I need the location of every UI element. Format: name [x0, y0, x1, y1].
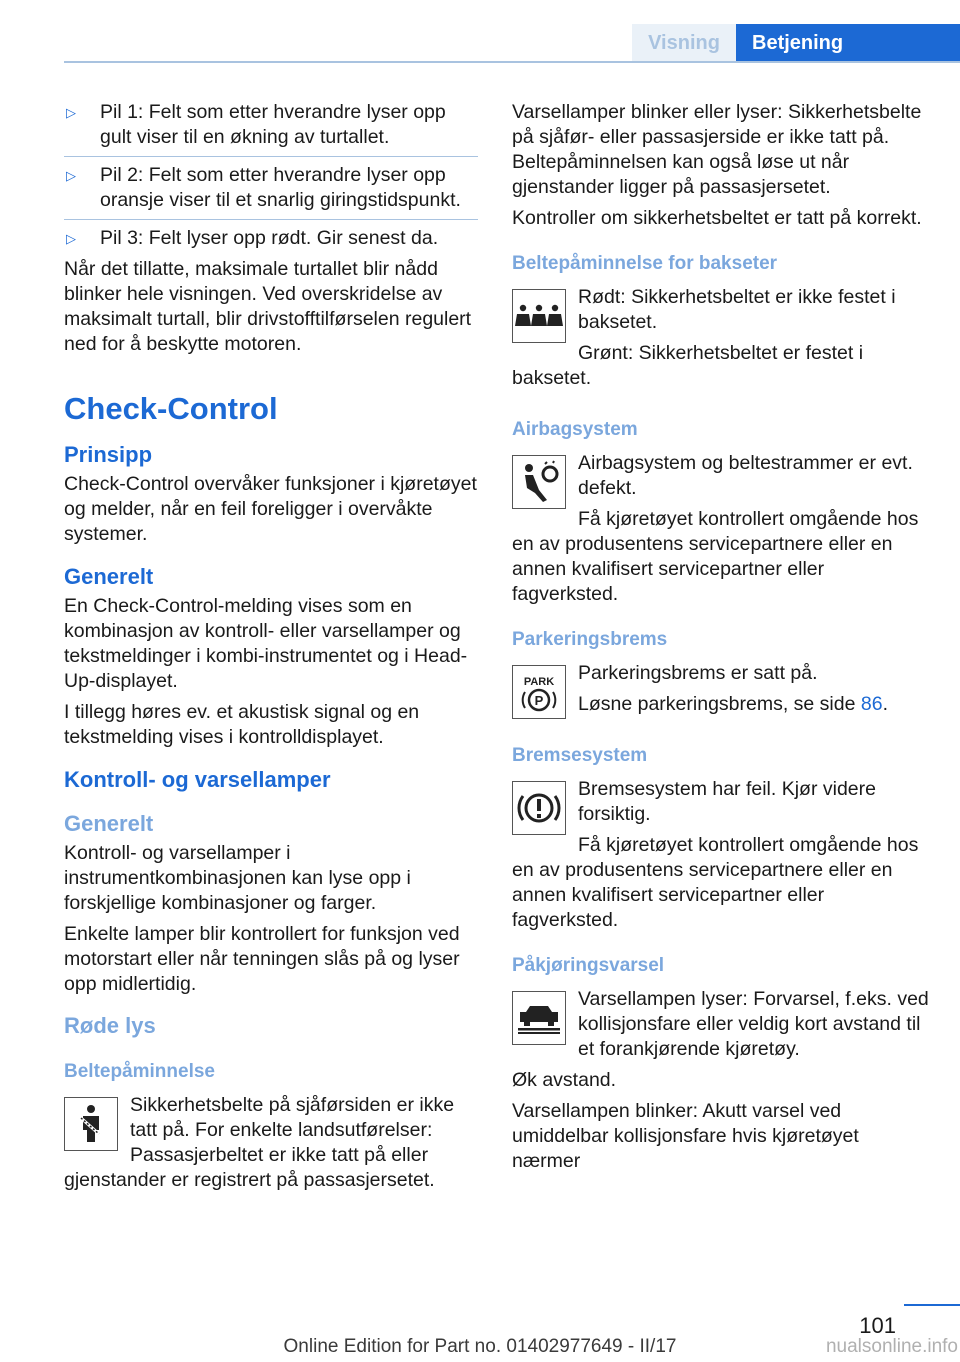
park-2-period: . [882, 693, 888, 715]
paragraph-beltepaminnelse: Sikkerhetsbelte på sjåførsiden er ikke tatt på. For enkelte landsutførelser: Passasjerbeltet er ikke tatt på eller gjenstander er registrert på passasjersetet. [64, 1094, 455, 1191]
bakseter-block [512, 285, 930, 397]
left-column [64, 100, 478, 1199]
list-item [64, 226, 478, 251]
paragraph-airbag-1: Airbagsystem og beltestrammer er evt. defekt. [578, 452, 913, 499]
airbag-block [512, 451, 930, 607]
triangle-bullet-icon: ▷ [66, 168, 76, 183]
heading-generelt: Generelt [64, 564, 154, 589]
page-number: 101 [859, 1313, 896, 1338]
paragraph-bakseter-rodt: Rødt: Sikkerhetsbeltet er ikke festet i baksetet. [578, 286, 896, 333]
park-2-text: Løsne parkeringsbrems, se side [578, 693, 861, 715]
paragraph-generelt-1: En Check-Control-melding vises som en kombinasjon av kontroll- eller varsellamper og tekstmeldinger i kombi-instrumentet og i Head-Up-displayet. [64, 595, 468, 692]
footer-rule [904, 1304, 960, 1306]
bremsesystem-block [512, 777, 930, 933]
parkeringsbrems-block [512, 661, 930, 723]
park-icon-label: PARK [523, 676, 555, 688]
heading-parkeringsbrems: Parkeringsbrems [512, 629, 668, 650]
paragraph-airbag-2: Få kjøretøyet kontrollert omgående hos en av produsentens servicepartnere eller en annen kvalifisert servicepartner eller fagverksted. [512, 508, 919, 605]
chapter-tabs [632, 24, 960, 62]
parking-brake-icon [512, 665, 566, 719]
paragraph-bakseter-gront: Grønt: Sikkerhetsbeltet er festet i baksetet. [512, 342, 864, 389]
paragraph-pakj-3: Varsellampen blinker: Akutt varsel ved umiddelbar kollisjonsfare hvis kjøretøyet nærmer [512, 1100, 859, 1172]
paragraph-pakj-2: Øk avstand. [512, 1069, 617, 1091]
heading-airbagsystem: Airbagsystem [512, 419, 638, 440]
heading-prinsipp: Prinsipp [64, 442, 153, 467]
list-item [64, 100, 478, 150]
triangle-bullet-icon: ▷ [66, 231, 76, 246]
heading-bremsesystem: Bremsesystem [512, 745, 648, 766]
paragraph-park-1: Parkeringsbrems er satt på. [578, 662, 818, 684]
heading-beltepaminnelse: Beltepåminnelse [64, 1061, 215, 1082]
paragraph-kontroller: Kontroller om sikkerhetsbeltet er tatt på korrekt. [512, 207, 922, 229]
paragraph-brems-2: Få kjøretøyet kontrollert omgående hos en av produsentens servicepartnere eller en annen kvalifisert servicepartner eller fagverksted. [512, 834, 919, 931]
paragraph-pakj-1: Varsellampen lyser: Forvarsel, f.eks. ved kollisjonsfare eller veldig kort avstand til et forankjørende kjøretøy. [578, 988, 929, 1060]
heading-kontroll-varsellamper: Kontroll- og varsellamper [64, 767, 331, 792]
paragraph-park-2 [512, 692, 930, 717]
list-item-text: Pil 2: Felt som etter hverandre lyser opp oransje viser til et snarlig giringstidspunkt. [100, 164, 461, 211]
right-column [512, 100, 930, 1180]
watermark: nualsonline.info [825, 1336, 958, 1357]
list-item [64, 163, 478, 213]
pakjoringsvarsel-block [512, 987, 930, 1174]
divider [64, 219, 478, 220]
header-rule [64, 61, 960, 63]
tab-betjening[interactable]: Betjening [736, 24, 960, 62]
tab-visning[interactable]: Visning [632, 24, 736, 62]
paragraph-turtall: Når det tillatte, maksimale turtallet blir nådd blinker hele visningen. Ved overskridelse av maksimalt turtall, blir drivstofftilførselen regulert ned for å beskytte motoren. [64, 258, 472, 355]
edition-footer: Online Edition for Part no. 01402977649 - II/17 [283, 1336, 677, 1357]
paragraph-kv-1: Kontroll- og varsellamper i instrumentkombinasjonen kan lyse opp i forskjellige kombinasjoner og farger. [64, 842, 411, 914]
brake-warning-icon [512, 781, 566, 835]
heading-generelt-2: Generelt [64, 811, 154, 836]
collision-warning-icon [512, 991, 566, 1045]
seatbelt-icon [64, 1097, 118, 1151]
section-title: Check-Control [64, 391, 278, 426]
rear-seatbelt-icon [512, 289, 566, 343]
paragraph-generelt-2: I tillegg høres ev. et akustisk signal og en tekstmelding vises i kontrolldisplayet. [64, 701, 420, 748]
list-item-text: Pil 3: Felt lyser opp rødt. Gir senest da. [100, 227, 439, 249]
triangle-bullet-icon: ▷ [66, 105, 76, 120]
paragraph-kv-2: Enkelte lamper blir kontrollert for funksjon ved motorstart eller når tenningen slås på og lyser opp midlertidig. [64, 923, 460, 995]
list-item-text: Pil 1: Felt som etter hverandre lyser opp gult viser til en økning av turtallet. [100, 101, 446, 148]
page-link-86[interactable]: 86 [860, 693, 883, 715]
heading-pakjoringsvarsel: Påkjøringsvarsel [512, 955, 665, 976]
paragraph-varsellamper: Varsellamper blinker eller lyser: Sikkerhetsbelte på sjåfør- eller passasjerside er ikke tatt på. Beltepåminnelsen kan også løse ut når gjenstander ligger på passasjersetet. [512, 101, 922, 198]
paragraph-brems-1: Bremsesystem har feil. Kjør videre forsiktig. [578, 778, 876, 825]
divider [64, 156, 478, 157]
heading-rode-lys: Røde lys [64, 1013, 156, 1038]
beltepaminnelse-block [64, 1093, 478, 1193]
paragraph-prinsipp: Check-Control overvåker funksjoner i kjøretøyet og melder, når en feil foreligger i overvåkte systemer. [64, 473, 477, 545]
heading-beltepaminnelse-bakseter: Beltepåminnelse for bakseter [512, 253, 778, 274]
airbag-icon [512, 455, 566, 509]
svg-text:P: P [534, 693, 544, 708]
